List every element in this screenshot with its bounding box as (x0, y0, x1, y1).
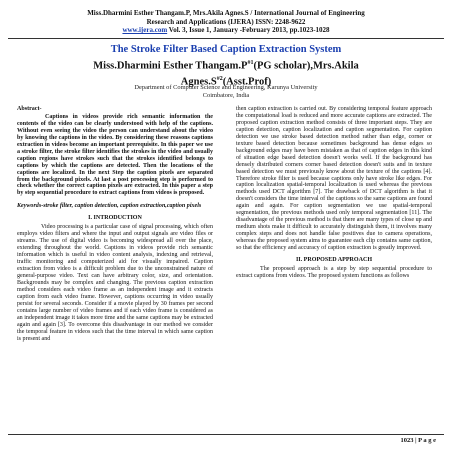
proposed-approach-body: The proposed approach is a step by step sequential procedure to extract captions from videos. The proposed system functions as follows (236, 265, 432, 279)
right-column-body: then caption extraction is carried out. By considering temporal feature approach the computational load is reduced and more accurate captions are extracted. The proposed caption extraction method consists of three important steps. They are caption detection, caption localization and caption segmentation. For caption detection we use stroke based detection method rather than edge, corner or texture based detection because sometimes background has dense edges so background edges may have been mistaken as that of caption edges in this kind of situation edge based detection doesn't works well. If the background has densely distributed corners corner based detection doesn't suits and in texture based detection we must previously know about the texture of the captions [4]. Therefore stroke filter is used because captions only have stroke like edges. For caption localization spatial-temporal localization is used whereas the previous methods used DCT algorithm [7]. The drawback of DCT algorithm is that it doesn't considers the time interval of the captions so the same captions are found again and again. For caption segmentation we use spatial-temporal segmentation, the previous methods used only temporal segmentation [11]. The disadvantage of the previous method is that there are many types of close up and medium shots make it difficult to accurately distinguish them, it involves many complex steps and does not handle false positives due to camera operations, whereas the proposed system aims to guarantee each clip contains same caption, so that the efficiency and accuracy of caption extraction is greatly improved. (236, 106, 432, 252)
left-column (17, 106, 213, 343)
proposed-approach-heading: II. PROPOSED APPROACH (295, 257, 373, 264)
affiliation (10, 84, 442, 100)
right-column (236, 106, 432, 280)
author-1-name: Miss.Dharmini Esther Thangam.P (93, 60, 248, 72)
footer-divider (8, 434, 444, 435)
keywords: Keywords-stroke filter, caption detection, caption extraction,caption pixels (17, 203, 202, 210)
author-2-name: Agnes.S (180, 76, 217, 87)
abstract-heading: Abstract- (17, 106, 42, 112)
header-divider (8, 38, 444, 39)
header-line-3 (10, 26, 442, 35)
header-line-1: Miss.Dharmini Esther Thangam.P, Mrs.Akila Agnes.S / International Journal of Engineering (87, 9, 365, 17)
journal-header (10, 9, 442, 35)
author-2-role: (Asst.Prof) (222, 76, 272, 87)
abstract-body: Captions in videos provide rich semantic information the contents of the video can be clearly understood with help of the captions. Without even seeing the video the person can understand about the video by knowing the captions in the video. By considering these reasons captions extraction in videos become an important prerequisite. In this paper we use a stroke filter, the stroke filter identifies the strokes in the video and usually caption regions have strokes such that the strokes identified belongs to captions by which the captions are detected. Then the locations of the captions are localized. In the next Step the caption pixels are separated from the background pixels. At last a post processing step is performed to check whether the correct caption pixels are extracted. In this paper a step by step sequential procedure to extract captions from videos is proposed. (17, 113, 213, 197)
header-issue-info: Vol. 3, Issue 1, January -February 2013, pp.1023-1028 (167, 26, 330, 35)
author-2-superscript: #2 (216, 75, 223, 82)
journal-link[interactable]: www.ijera.com (122, 26, 168, 35)
affiliation-line-2: Coimbatore, India (202, 92, 250, 99)
author-1-superscript: #1 (247, 60, 254, 66)
page-number: 1023 | P a g e (400, 437, 436, 444)
author-line-1 (10, 57, 442, 73)
affiliation-line-1: Department of Computer Science and Engineering, Karunya University (134, 84, 318, 91)
header-line-2: Research and Applications (IJERA) ISSN: 2248-9622 (146, 17, 306, 26)
introduction-body: Video processing is a particular case of signal processing, which often employs video filters and where the input and output signals are video files or streams. The use of digital video is becoming widespread all over the place, extending throughout the world. Captions in videos provide rich semantic information which is useful in video content analysis, indexing and retrieval, traffic monitoring and computerized aid for visually impaired. Caption extraction from video is a difficult problem due to the unconstrained nature of general-purpose video. Text can have arbitrary color, size, and orientation. Backgrounds may be complex and changing. The previous caption extraction method considers each video frame as an independent image and it extracts caption from each video frame. However, captions occurring in video usually persist for several seconds. Consider if a movie played by 30 frames per second contains large number of video frames and if each video frame is considered as an independent image it takes more time and the same captions may be extracted again and again [3]. To overcome this disadvantage in our method we consider the temporal feature in videos such that the time interval in which same caption is present and (17, 224, 213, 342)
author-1-role: (PG scholar),Mrs.Akila (253, 60, 359, 72)
paper-title: The Stroke Filter Based Caption Extraction System (110, 44, 342, 55)
introduction-heading: I. INTRODUCTION (88, 215, 142, 222)
